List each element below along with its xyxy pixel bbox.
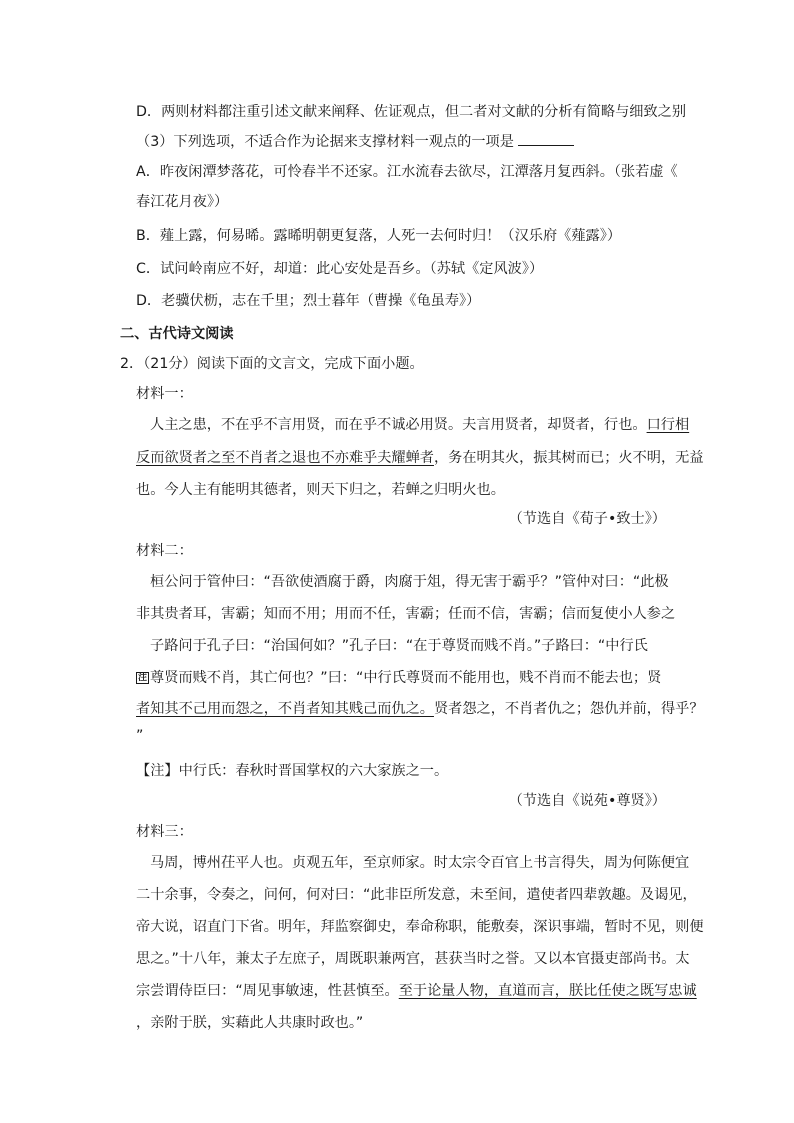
material-3-para-4: 思之。”十八年，兼太子左庶子，周既职兼两宫，甚获当时之誉。又以本官摄吏部尚书。太 — [136, 951, 690, 967]
m1-text: 人主之患，不在乎不言用贤，而在乎不诚必用贤。夫言用贤者，却贤者，行也。 — [150, 417, 647, 433]
material-1-source: （节选自《荀子•致士》） — [508, 511, 666, 527]
question-3 — [136, 133, 574, 151]
material-3-para-6: ，亲附于朕，实藉此人共康时政也。” — [136, 1015, 364, 1031]
material-2-para-3: 子路问于孔子曰：“治国何如？”孔子曰：“在于尊贤而贱不肖。”子路曰：“中行氏 — [150, 638, 648, 654]
option-b-line: B．薤上露，何易晞。露晞明朝更复落，人死一去何时归！（汉乐府《薤露》） — [136, 228, 622, 244]
material-1-para-3: 也。今人主有能明其德者，则天下归之，若蝉之归明火也。 — [136, 482, 505, 498]
material-2-para-2: 非其贵者耳，害霸；知而不用；用而不任，害霸；任而不信，害霸；信而复使小人参之 — [136, 606, 676, 622]
m2-underlined: 者知其不己用而怨之，不肖者知其贱己而仇之。 — [136, 701, 434, 717]
material-3-para-3: 帝大说，诏直门下省。明年，拜监察御史，奉命称职，能敷奏，深识事端，暂时不见，则便 — [136, 919, 704, 935]
material-3-para-5 — [136, 982, 697, 1000]
m3-underlined: 至于论量人物，直道而言，朕比任使之既写忠诚 — [398, 983, 697, 999]
question-3-text: （3）下列选项，不适合作为论据来支撑材料一观点的一项是 — [136, 134, 514, 150]
m1-text-2: ，务在明其火，振其树而已；火不明，无益 — [433, 450, 704, 466]
material-1-para-1 — [150, 416, 689, 434]
question-2: 2．（21分）阅读下面的文言文，完成下面小题。 — [120, 356, 424, 372]
material-2-source: （节选自《说苑•尊贤》） — [508, 793, 666, 809]
material-3-label: 材料三： — [136, 824, 193, 840]
option-c-line: C．试问岭南应不好，却道：此心安处是吾乡。（苏轼《定风波》） — [136, 261, 544, 277]
m1-underlined: 口行相 — [646, 417, 690, 433]
annotation-note: 【注】中行氏：春秋时晋国掌权的六大家族之一。 — [136, 763, 449, 779]
m3-text-5: 宗尝谓侍臣曰：“周见事敏速，性甚慎至。 — [136, 983, 399, 999]
material-2-para-5 — [136, 700, 704, 718]
note-marker: 注 — [138, 673, 148, 683]
material-2-label: 材料二： — [136, 543, 193, 559]
material-1-para-2 — [136, 449, 704, 467]
material-3-para-2: 二十余事，令奏之，问何，何对曰：“此非臣所发意，未至间，遣使者四辈敦趣。及谒见， — [136, 887, 697, 903]
option-a-line-1: A．昨夜闲潭梦落花，可怜春半不还家。江水流春去欲尽，江潭落月复西斜。（张若虚《 — [136, 164, 678, 180]
m1-underlined-2: 反而欲贤者之至不肖者之退也不亦难乎夫耀蝉者 — [136, 450, 434, 466]
material-3-para-1: 马周，博州茌平人也。贞观五年，至京师家。时太宗令百官上书言得失，周为何陈便宜 — [150, 855, 690, 871]
answer-blank[interactable] — [518, 133, 574, 146]
option-a-line-2: 春江花月夜》） — [136, 194, 229, 210]
material-1-label: 材料一： — [136, 386, 193, 402]
material-2-para-4 — [136, 669, 661, 687]
material-2-para-6: ” — [136, 728, 144, 744]
option-d2-line: D．老骥伏枥，志在千里；烈士暮年（曹操《龟虽寿》） — [136, 293, 481, 309]
m2-text-4: 尊贤而贱不肖，其亡何也？”曰：“中行氏尊贤而不能用也，贱不肖而不能去也；贤 — [150, 670, 662, 686]
material-2-para-1: 桓公问于管仲曰：“吾欲使酒腐于爵，肉腐于俎，得无害于霸乎？”管仲对曰：“此极 — [150, 574, 669, 590]
section-heading: 二、古代诗文阅读 — [120, 326, 234, 342]
m2-text-5: 贤者怨之，不肖者仇之；怨仇并前，得乎？ — [433, 701, 704, 717]
option-d-line: D．两则材料都注重引述文献来阐释、佐证观点，但二者对文献的分析有简略与细致之别 — [136, 104, 687, 120]
